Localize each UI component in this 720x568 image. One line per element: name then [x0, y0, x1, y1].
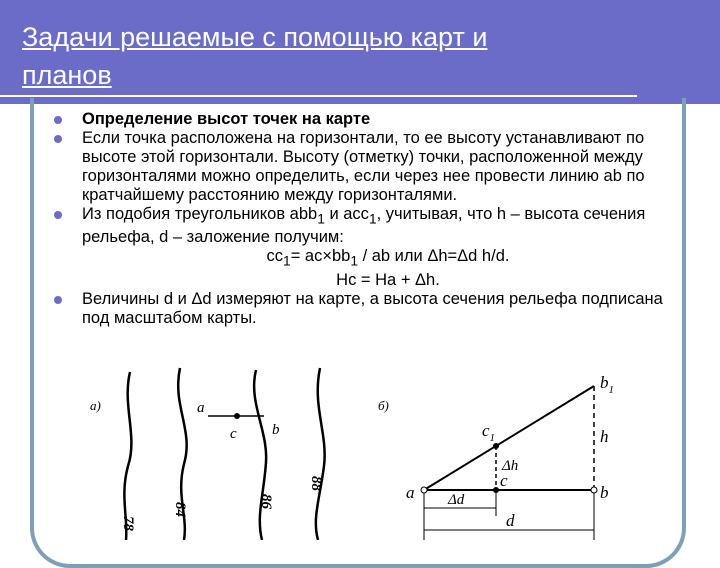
- formula-part: / ab или Δh=Δd h/d.: [357, 247, 510, 266]
- panel-a-label: a): [90, 398, 101, 413]
- label-dh: Δh: [502, 458, 519, 474]
- label-c1-main: c: [482, 421, 490, 440]
- point-c-marker: [234, 413, 240, 419]
- bullet-dot-icon: [54, 116, 62, 124]
- bullet-dot-icon: [54, 135, 62, 143]
- contour-line-86: [254, 370, 266, 540]
- contour-label-86: 86: [258, 494, 274, 509]
- bullet-list: [54, 110, 694, 328]
- formula-1: [54, 247, 694, 270]
- panel-b-label: б): [378, 398, 389, 413]
- label-c: c: [500, 471, 508, 490]
- bullet-dot-icon: [54, 211, 62, 219]
- point-a-marker: [421, 487, 427, 493]
- contour-label-78: 78: [120, 516, 136, 531]
- bullet-text: и acc: [324, 205, 369, 223]
- title-divider: [0, 95, 637, 97]
- subscript: 1: [350, 253, 358, 269]
- label-b1: [600, 373, 614, 396]
- label-b1-sub: 1: [608, 384, 614, 396]
- label-d: d: [506, 511, 515, 530]
- bullet-text: Если точка расположена на горизонтали, то ее высоту устанавливают по высоте этой горизонтали. Высоту (отметку) точки, расположенной между горизонталями можно определить, если через нее провести линию ab по кратчайшему расстоянию между горизонталями.: [82, 129, 645, 204]
- label-dd: Δd: [448, 492, 465, 508]
- label-b1-main: b: [600, 373, 609, 392]
- bullet-item-2: [54, 129, 694, 205]
- point-c-label: c: [230, 426, 237, 442]
- formula-2: Hc = Ha + Δh.: [336, 270, 440, 289]
- bullet-text: Из подобия треугольников abb: [82, 205, 318, 223]
- bullet-item-1: [54, 110, 694, 129]
- contour-line-88: [316, 368, 325, 540]
- bullet-text: , учитывая, что h – высота сечения рельефа, d – заложение получим:: [82, 205, 646, 247]
- point-c-profile-marker: [493, 487, 499, 493]
- bullet-item-3: [54, 205, 694, 247]
- point-b-marker: [591, 487, 597, 493]
- subscript: 1: [317, 211, 325, 227]
- label-h: h: [600, 427, 609, 446]
- bullet-text: Величины d и Δd измеряют на карте, а высота сечения рельефа подписана под масштабом карты.: [82, 289, 663, 327]
- contour-label-84: 84: [172, 502, 188, 517]
- formula-part: cc: [266, 247, 284, 266]
- point-b-label: b: [272, 422, 280, 438]
- bullet-dot-icon: [54, 296, 62, 304]
- label-a: a: [406, 483, 415, 502]
- subscript: 1: [283, 253, 291, 269]
- point-a-label: a: [197, 400, 205, 416]
- bullet-text: Определение высот точек на карте: [82, 110, 371, 128]
- title-line-1: Задачи решаемые с помощью карт и: [22, 22, 488, 52]
- label-c1-sub: 1: [489, 432, 496, 444]
- formula-part: = ac×bb: [290, 247, 351, 266]
- slide-title: [22, 18, 622, 94]
- label-b: b: [600, 483, 609, 502]
- contour-line-78: [124, 372, 131, 540]
- title-line-2: планов: [22, 60, 112, 90]
- contour-label-88: 88: [308, 476, 324, 491]
- slope-line: [424, 386, 594, 490]
- subscript: 1: [368, 211, 377, 227]
- bullet-item-4: [54, 290, 694, 328]
- contour-diagram: [72, 366, 642, 540]
- label-c1: [482, 421, 495, 444]
